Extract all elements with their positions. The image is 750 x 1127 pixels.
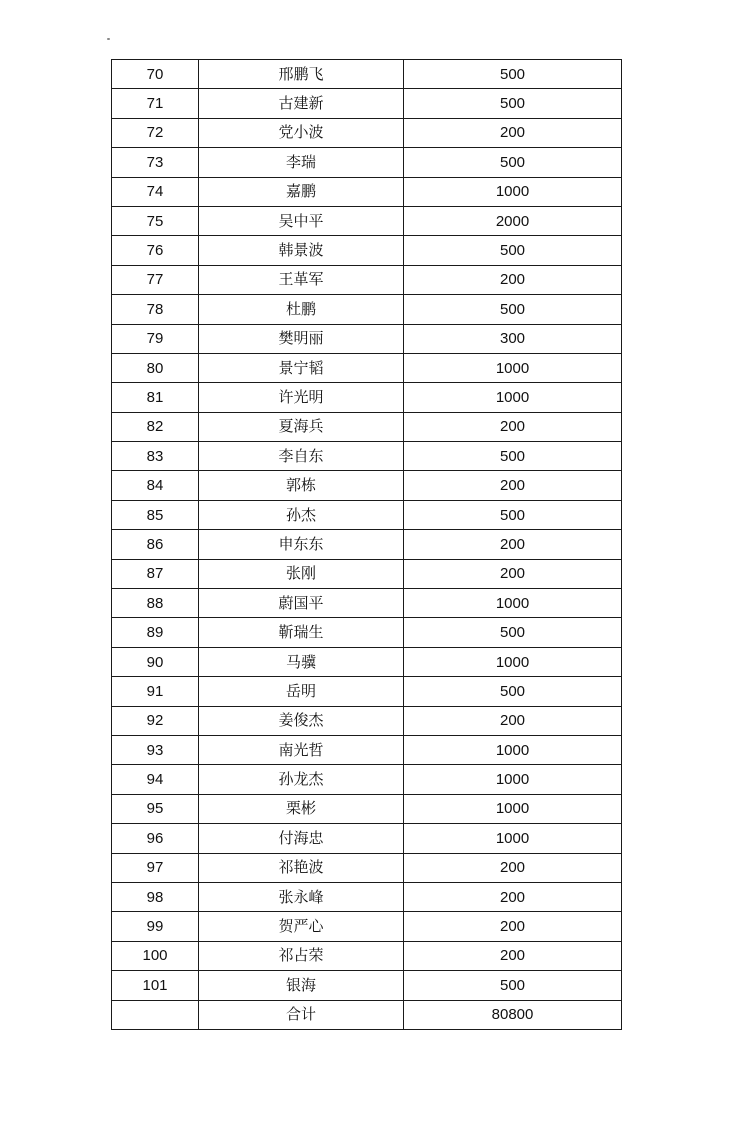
number-cell: 85 — [112, 500, 199, 529]
amount-cell: 1000 — [404, 383, 622, 412]
number-cell: 86 — [112, 530, 199, 559]
amount-cell: 500 — [404, 148, 622, 177]
amount-cell: 1000 — [404, 765, 622, 794]
number-cell: 87 — [112, 559, 199, 588]
number-cell: 84 — [112, 471, 199, 500]
table-row — [112, 442, 622, 471]
number-cell: 83 — [112, 442, 199, 471]
table-row — [112, 118, 622, 147]
number-cell: 96 — [112, 824, 199, 853]
name-cell: 李瑞 — [199, 148, 404, 177]
table-row — [112, 971, 622, 1000]
table-row — [112, 295, 622, 324]
number-cell: 73 — [112, 148, 199, 177]
name-cell: 孙龙杰 — [199, 765, 404, 794]
total-number-cell — [112, 1000, 199, 1029]
amount-cell: 1000 — [404, 735, 622, 764]
name-cell: 韩景波 — [199, 236, 404, 265]
number-cell: 80 — [112, 353, 199, 382]
amount-cell: 2000 — [404, 206, 622, 235]
table-row — [112, 60, 622, 89]
name-cell: 孙杰 — [199, 500, 404, 529]
amount-cell: 200 — [404, 265, 622, 294]
scan-speck — [107, 38, 110, 40]
donation-table-body — [112, 60, 622, 1030]
name-cell: 岳明 — [199, 677, 404, 706]
amount-cell: 200 — [404, 882, 622, 911]
table-row — [112, 824, 622, 853]
number-cell: 88 — [112, 589, 199, 618]
number-cell: 82 — [112, 412, 199, 441]
name-cell: 许光明 — [199, 383, 404, 412]
table-row — [112, 265, 622, 294]
name-cell: 古建新 — [199, 89, 404, 118]
amount-cell: 200 — [404, 118, 622, 147]
table-row — [112, 882, 622, 911]
name-cell: 樊明丽 — [199, 324, 404, 353]
table-row — [112, 559, 622, 588]
number-cell: 98 — [112, 882, 199, 911]
name-cell: 张刚 — [199, 559, 404, 588]
number-cell: 94 — [112, 765, 199, 794]
number-cell: 70 — [112, 60, 199, 89]
number-cell: 91 — [112, 677, 199, 706]
table-row — [112, 148, 622, 177]
table-row — [112, 912, 622, 941]
number-cell: 93 — [112, 735, 199, 764]
amount-cell: 1000 — [404, 794, 622, 823]
table-row — [112, 677, 622, 706]
table-row — [112, 324, 622, 353]
name-cell: 景宁韬 — [199, 353, 404, 382]
table-row — [112, 589, 622, 618]
number-cell: 101 — [112, 971, 199, 1000]
name-cell: 夏海兵 — [199, 412, 404, 441]
table-row — [112, 647, 622, 676]
amount-cell: 500 — [404, 500, 622, 529]
table-row — [112, 177, 622, 206]
number-cell: 72 — [112, 118, 199, 147]
name-cell: 姜俊杰 — [199, 706, 404, 735]
table-row — [112, 500, 622, 529]
total-label: 合计 — [199, 1000, 404, 1029]
amount-cell: 1000 — [404, 177, 622, 206]
amount-cell: 500 — [404, 295, 622, 324]
table-row — [112, 941, 622, 970]
amount-cell: 500 — [404, 618, 622, 647]
amount-cell: 500 — [404, 236, 622, 265]
name-cell: 王革军 — [199, 265, 404, 294]
amount-cell: 200 — [404, 412, 622, 441]
amount-cell: 500 — [404, 60, 622, 89]
name-cell: 嘉鹏 — [199, 177, 404, 206]
name-cell: 马骥 — [199, 647, 404, 676]
name-cell: 祁艳波 — [199, 853, 404, 882]
table-row — [112, 471, 622, 500]
table-row — [112, 735, 622, 764]
name-cell: 银海 — [199, 971, 404, 1000]
name-cell: 邢鹏飞 — [199, 60, 404, 89]
name-cell: 党小波 — [199, 118, 404, 147]
amount-cell: 500 — [404, 89, 622, 118]
name-cell: 南光哲 — [199, 735, 404, 764]
number-cell: 79 — [112, 324, 199, 353]
amount-cell: 1000 — [404, 647, 622, 676]
name-cell: 祁占荣 — [199, 941, 404, 970]
number-cell: 71 — [112, 89, 199, 118]
donation-table — [111, 59, 622, 1030]
total-row — [112, 1000, 622, 1029]
amount-cell: 1000 — [404, 589, 622, 618]
table-row — [112, 89, 622, 118]
amount-cell: 200 — [404, 941, 622, 970]
table-row — [112, 383, 622, 412]
name-cell: 栗彬 — [199, 794, 404, 823]
total-amount: 80800 — [404, 1000, 622, 1029]
table-row — [112, 794, 622, 823]
number-cell: 97 — [112, 853, 199, 882]
table-row — [112, 412, 622, 441]
name-cell: 郭栋 — [199, 471, 404, 500]
number-cell: 78 — [112, 295, 199, 324]
table-row — [112, 618, 622, 647]
table-row — [112, 706, 622, 735]
name-cell: 张永峰 — [199, 882, 404, 911]
name-cell: 贺严心 — [199, 912, 404, 941]
number-cell: 77 — [112, 265, 199, 294]
amount-cell: 200 — [404, 853, 622, 882]
amount-cell: 200 — [404, 706, 622, 735]
amount-cell: 300 — [404, 324, 622, 353]
table-row — [112, 206, 622, 235]
name-cell: 付海忠 — [199, 824, 404, 853]
number-cell: 81 — [112, 383, 199, 412]
name-cell: 靳瑞生 — [199, 618, 404, 647]
amount-cell: 500 — [404, 971, 622, 1000]
number-cell: 89 — [112, 618, 199, 647]
number-cell: 74 — [112, 177, 199, 206]
amount-cell: 500 — [404, 677, 622, 706]
amount-cell: 500 — [404, 442, 622, 471]
number-cell: 99 — [112, 912, 199, 941]
amount-cell: 1000 — [404, 353, 622, 382]
table-row — [112, 236, 622, 265]
number-cell: 95 — [112, 794, 199, 823]
name-cell: 杜鹏 — [199, 295, 404, 324]
name-cell: 申东东 — [199, 530, 404, 559]
amount-cell: 200 — [404, 912, 622, 941]
amount-cell: 200 — [404, 530, 622, 559]
table-row — [112, 530, 622, 559]
amount-cell: 200 — [404, 559, 622, 588]
name-cell: 蔚国平 — [199, 589, 404, 618]
amount-cell: 1000 — [404, 824, 622, 853]
number-cell: 90 — [112, 647, 199, 676]
table-row — [112, 853, 622, 882]
number-cell: 76 — [112, 236, 199, 265]
name-cell: 李自东 — [199, 442, 404, 471]
number-cell: 92 — [112, 706, 199, 735]
table-row — [112, 353, 622, 382]
amount-cell: 200 — [404, 471, 622, 500]
number-cell: 75 — [112, 206, 199, 235]
table-row — [112, 765, 622, 794]
number-cell: 100 — [112, 941, 199, 970]
name-cell: 吴中平 — [199, 206, 404, 235]
